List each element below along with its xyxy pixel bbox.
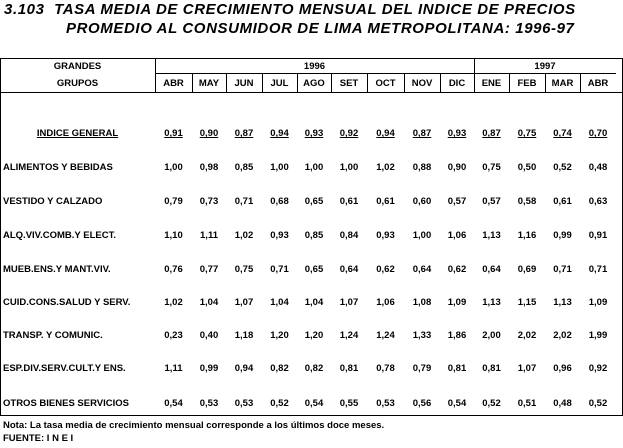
table-cell: 0,56 (412, 398, 432, 409)
table-cell: 1,09 (447, 297, 467, 308)
table-cell: 0,75 (234, 264, 254, 275)
table-cell: 1,09 (588, 297, 608, 308)
header-month: MAY (198, 78, 220, 89)
table-cell: 0,23 (164, 330, 183, 341)
table-cell: 0,65 (304, 196, 324, 207)
table-cell: 0,81 (482, 363, 501, 374)
table-cell: 0,99 (553, 230, 572, 241)
table-cell: 1,07 (234, 297, 254, 308)
table-cell: 0,85 (304, 230, 324, 241)
table-cell: 1,18 (234, 330, 254, 341)
header-month: ABR (587, 78, 609, 89)
table-cell: 1,00 (270, 162, 289, 173)
row-label: CUID.CONS.SALUD Y SERV. (3, 297, 131, 308)
header-month: JUL (270, 78, 289, 89)
table-cell: 1,08 (412, 297, 432, 308)
table-cell: 0,51 (517, 398, 537, 409)
header-grupos: GRUPOS (56, 78, 99, 89)
table-cell: 0,87 (482, 128, 501, 139)
table-cell: 0,96 (553, 363, 572, 374)
table-cell: 0,50 (517, 162, 537, 173)
table-cell: 0,64 (412, 264, 432, 275)
table-cell: 0,54 (304, 398, 324, 409)
table-cell: 1,11 (164, 363, 183, 374)
table-cell: 0,85 (234, 162, 254, 173)
table-cell: 0,74 (553, 128, 572, 139)
table-cell: 1,02 (376, 162, 395, 173)
table-cell: 0,99 (199, 363, 219, 374)
header-month: SET (339, 78, 359, 89)
row-label: MUEB.ENS.Y MANT.VIV. (3, 264, 111, 275)
table-cell: 1,13 (482, 230, 501, 241)
table-title-line-1 (4, 1, 576, 19)
row-label: INDICE GENERAL (36, 128, 119, 139)
table-cell: 0,92 (588, 363, 608, 374)
table-cell: 1,02 (234, 230, 254, 241)
table-cell: 0,81 (447, 363, 467, 374)
left-border (0, 58, 1, 415)
table-cell: 0,93 (447, 128, 467, 139)
row-label: ALQ.VIV.COMB.Y ELECT. (3, 230, 116, 241)
table-cell: 0,48 (553, 398, 572, 409)
table-cell: 0,93 (304, 128, 324, 139)
table-cell: 1,24 (339, 330, 359, 341)
table-cell: 0,52 (482, 398, 501, 409)
table-title-line-2: PROMEDIO AL CONSUMIDOR DE LIMA METROPOLITANA: 1996-97 (66, 20, 575, 37)
table-cell: 0,93 (270, 230, 289, 241)
table-cell: 0,94 (234, 363, 254, 374)
table-cell: 0,57 (447, 196, 467, 207)
header-bottom-rule (0, 92, 623, 93)
header-month: OCT (375, 78, 396, 89)
table-cell: 0,73 (199, 196, 219, 207)
table-cell: 0,64 (482, 264, 501, 275)
table-cell: 0,87 (234, 128, 254, 139)
title-text-1: TASA MEDIA DE CRECIMIENTO MENSUAL DEL INDICE DE PRECIOS (54, 1, 576, 18)
table-cell: 0,52 (553, 162, 572, 173)
table-cell: 0,91 (164, 128, 183, 139)
table-cell: 1,15 (517, 297, 537, 308)
header-year-1996: 1996 (303, 61, 326, 72)
footnote: Nota: La tasa media de crecimiento mensual corresponde a los últimos doce meses. (3, 420, 385, 431)
table-cell: 1,33 (412, 330, 432, 341)
table-cell: 0,98 (199, 162, 219, 173)
table-cell: 1,10 (164, 230, 183, 241)
table-cell: 0,75 (482, 162, 501, 173)
table-cell: 0,79 (412, 363, 432, 374)
table-cell: 0,91 (588, 230, 608, 241)
table-cell: 0,93 (376, 230, 395, 241)
row-label: ALIMENTOS Y BEBIDAS (3, 162, 113, 173)
table-number: 3.103 (4, 1, 45, 18)
table-cell: 0,58 (517, 196, 537, 207)
table-cell: 0,71 (234, 196, 254, 207)
table-cell: 1,24 (376, 330, 395, 341)
table-cell: 0,88 (412, 162, 432, 173)
header-month: ABR (163, 78, 184, 89)
source-note: FUENTE: I N E I (3, 433, 74, 444)
table-cell: 0,78 (376, 363, 395, 374)
header-month: NOV (411, 78, 433, 89)
table-cell: 0,82 (304, 363, 324, 374)
table-cell: 2,00 (482, 330, 501, 341)
row-label: OTROS BIENES SERVICIOS (3, 398, 129, 409)
year-rule (155, 73, 616, 74)
table-cell: 0,53 (376, 398, 395, 409)
table-cell: 1,86 (447, 330, 467, 341)
table-cell: 1,04 (270, 297, 289, 308)
table-cell: 0,94 (270, 128, 289, 139)
table-cell: 1,00 (412, 230, 432, 241)
header-grandes: GRANDES (53, 61, 102, 72)
table-cell: 1,00 (339, 162, 359, 173)
row-label: TRANSP. Y COMUNIC. (3, 330, 103, 341)
table-cell: 1,13 (553, 297, 572, 308)
table-cell: 0,63 (588, 196, 608, 207)
table-cell: 1,20 (270, 330, 289, 341)
table-cell: 1,00 (304, 162, 324, 173)
header-month: ENE (481, 78, 502, 89)
table-top-rule (0, 58, 623, 59)
row-label: VESTIDO Y CALZADO (3, 196, 103, 207)
table-cell: 1,07 (517, 363, 537, 374)
table-cell: 1,20 (304, 330, 324, 341)
table-cell: 0,90 (199, 128, 219, 139)
table-cell: 1,06 (376, 297, 395, 308)
table-cell: 0,52 (270, 398, 289, 409)
table-cell: 0,75 (517, 128, 537, 139)
table-cell: 0,69 (517, 264, 537, 275)
header-month: JUN (234, 78, 254, 89)
table-cell: 0,57 (482, 196, 501, 207)
table-cell: 0,54 (447, 398, 467, 409)
table-cell: 1,99 (588, 330, 608, 341)
table-cell: 0,71 (270, 264, 289, 275)
table-cell: 0,84 (339, 230, 359, 241)
table-cell: 2,02 (553, 330, 572, 341)
table-cell: 1,13 (482, 297, 501, 308)
table-cell: 0,71 (553, 264, 572, 275)
table-cell: 0,53 (199, 398, 219, 409)
table-cell: 0,53 (234, 398, 254, 409)
table-cell: 0,54 (164, 398, 183, 409)
table-cell: 0,65 (304, 264, 324, 275)
table-cell: 0,62 (376, 264, 395, 275)
table-cell: 0,71 (588, 264, 608, 275)
table-cell: 2,02 (517, 330, 537, 341)
table-cell: 0,61 (339, 196, 359, 207)
table-cell: 1,00 (164, 162, 183, 173)
table-cell: 0,62 (447, 264, 467, 275)
table-cell: 0,52 (588, 398, 608, 409)
table-cell: 1,04 (199, 297, 219, 308)
header-month: DIC (448, 78, 466, 89)
table-cell: 0,60 (412, 196, 432, 207)
table-cell: 1,11 (200, 230, 218, 241)
table-cell: 1,07 (339, 297, 359, 308)
table-cell: 0,82 (270, 363, 289, 374)
table-cell: 0,76 (164, 264, 183, 275)
table-cell: 0,68 (270, 196, 289, 207)
table-cell: 0,48 (588, 162, 608, 173)
table-cell: 0,64 (339, 264, 359, 275)
row-label: ESP.DIV.SERV.CULT.Y ENS. (3, 363, 126, 374)
table-cell: 0,77 (199, 264, 219, 275)
table-cell: 0,92 (339, 128, 359, 139)
table-cell: 0,40 (199, 330, 219, 341)
header-month: AGO (303, 78, 325, 89)
table-cell: 1,16 (517, 230, 537, 241)
table-cell: 0,70 (588, 128, 608, 139)
table-cell: 1,04 (304, 297, 324, 308)
table-cell: 0,61 (376, 196, 395, 207)
header-month: MAR (551, 78, 574, 89)
table-bottom-rule (0, 415, 623, 416)
header-year-1997: 1997 (534, 61, 556, 72)
table-cell: 0,87 (412, 128, 432, 139)
table-cell: 0,94 (376, 128, 395, 139)
table-cell: 0,81 (339, 363, 359, 374)
table-cell: 1,06 (447, 230, 467, 241)
table-cell: 1,02 (164, 297, 183, 308)
table-cell: 0,79 (164, 196, 183, 207)
table-cell: 0,90 (447, 162, 467, 173)
table-cell: 0,61 (553, 196, 572, 207)
header-month: FEB (517, 78, 537, 89)
table-cell: 0,55 (339, 398, 359, 409)
